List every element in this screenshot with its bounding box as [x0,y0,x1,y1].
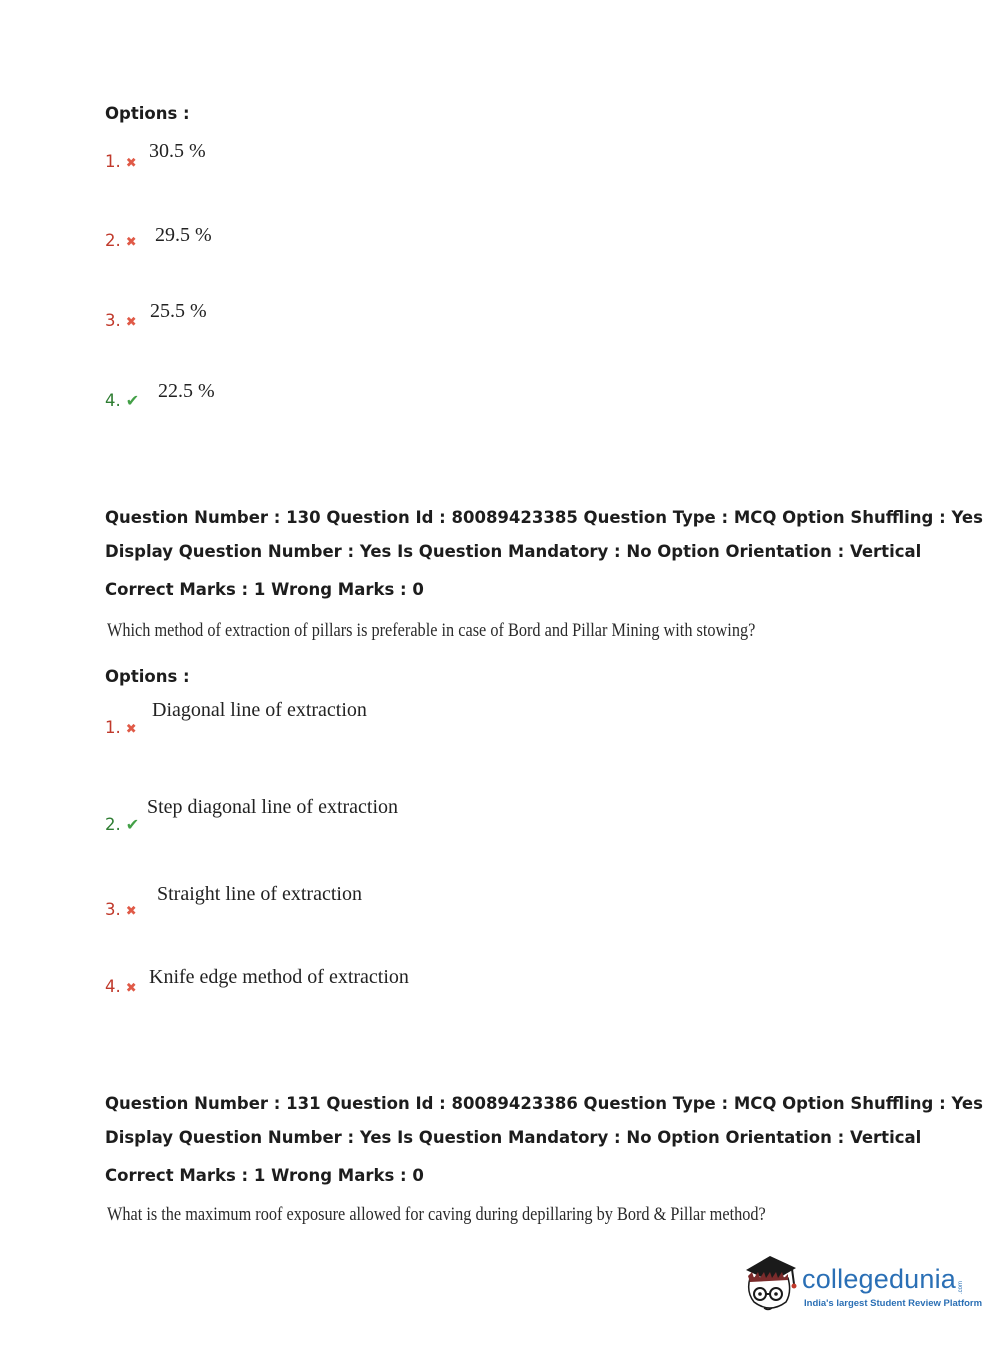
check-icon: ✔ [125,391,140,410]
option-text: 29.5 % [155,224,212,246]
option-row [105,977,137,996]
option-number: 4. [105,977,121,996]
options-label: Options : [105,667,190,686]
option-text: Knife edge method of extraction [149,966,409,988]
option-row [105,391,139,410]
option-number: 2. [105,231,121,250]
option-row [105,231,137,250]
option-text: Straight line of extraction [157,883,362,905]
question-text: What is the maximum roof exposure allowed for caving during depillaring by Bord & Pillar method? [107,1205,766,1225]
option-number: 2. [105,815,121,834]
option-row [105,311,137,330]
cross-icon: ✖ [125,235,137,250]
option-text: Step diagonal line of extraction [147,796,399,818]
option-number: 3. [105,311,121,330]
question-marks: Correct Marks : 1 Wrong Marks : 0 [105,1166,424,1185]
option-number: 3. [105,900,121,919]
option-row [105,718,137,737]
option-text: 30.5 % [149,140,206,162]
cross-icon: ✖ [125,722,137,737]
brand-name: collegedunia [802,1264,957,1294]
options-label: Options : [105,104,190,123]
cross-icon: ✖ [125,156,137,171]
check-icon: ✔ [125,815,140,834]
cross-icon: ✖ [125,904,137,919]
brand-suffix: .com [958,1280,964,1294]
question-meta-line1: Question Number : 130 Question Id : 80089423385 Question Type : MCQ Option Shuffling : Yes [105,508,983,527]
option-row [105,900,137,919]
option-number: 4. [105,391,121,410]
question-meta-line2: Display Question Number : Yes Is Question Mandatory : No Option Orientation : Vertical [105,1128,922,1147]
option-text: 25.5 % [150,300,207,322]
question-meta-line1: Question Number : 131 Question Id : 80089423386 Question Type : MCQ Option Shuffling : Yes [105,1094,983,1113]
option-number: 1. [105,152,121,171]
option-row [105,815,139,834]
question-marks: Correct Marks : 1 Wrong Marks : 0 [105,580,424,599]
question-text: Which method of extraction of pillars is preferable in case of Bord and Pillar Mining with stowing? [107,621,756,641]
option-row [105,152,137,171]
option-number: 1. [105,718,121,737]
question-meta-line2: Display Question Number : Yes Is Question Mandatory : No Option Orientation : Vertical [105,542,922,561]
brand-tagline: India's largest Student Review Platform [804,1298,983,1309]
cross-icon: ✖ [125,315,137,330]
mascot-logo-icon [740,1248,800,1318]
option-text: Diagonal line of extraction [152,699,367,721]
cross-icon: ✖ [125,981,137,996]
option-text: 22.5 % [158,380,215,402]
